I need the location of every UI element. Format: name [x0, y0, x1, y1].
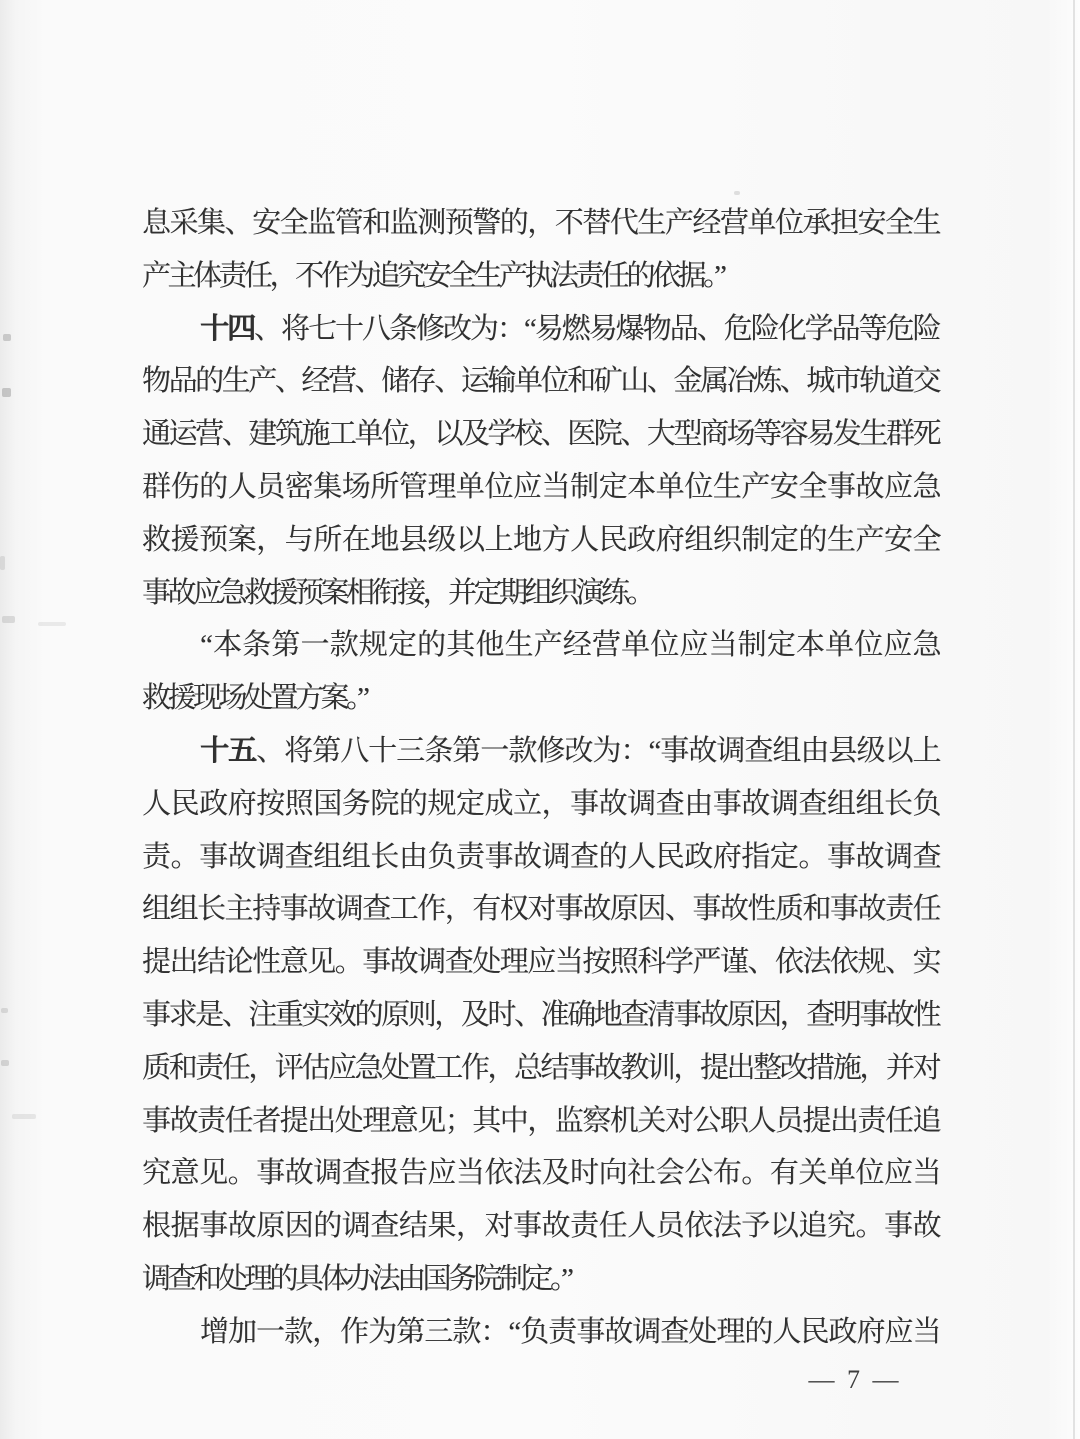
- scan-speck: [2, 616, 15, 623]
- text-line: 群伤的人员密集场所管理单位应当制定本单位生产安全事故应急: [142, 470, 938, 503]
- document-body: [142, 197, 938, 1359]
- scan-speck: [1, 1008, 8, 1013]
- text-line: 增加一款，作为第三款：“负责事故调查处理的人民政府应当: [200, 1315, 938, 1348]
- scan-speck: [3, 334, 11, 341]
- text-line: 通运营、建筑施工单位，以及学校、医院、大型商场等容易发生群死: [142, 418, 938, 451]
- text-line: 十五、将第八十三条第一款修改为：“事故调查组由县级以上: [200, 734, 938, 767]
- text-line: 根据事故原因的调查结果，对事故责任人员依法予以追究。事故: [142, 1210, 938, 1243]
- text-line: 十四、将七十八条修改为：“易燃易爆物品、危险化学品等危险: [200, 312, 938, 345]
- bold-ordinal: 十四: [200, 312, 254, 345]
- text-line: 产主体责任，不作为追究安全生产执法责任的依据。”: [142, 259, 724, 292]
- text-line: 调查和处理的具体办法由国务院制定。”: [142, 1262, 571, 1295]
- text-line: 责。事故调查组组长由负责事故调查的人民政府指定。事故调查: [142, 840, 938, 873]
- text-line: 究意见。事故调查报告应当依法及时向社会公布。有关单位应当: [142, 1157, 938, 1190]
- text-line: “本条第一款规定的其他生产经营单位应当制定本单位应急: [200, 629, 938, 662]
- scan-speck: [12, 1114, 36, 1119]
- scan-speck: [734, 191, 740, 195]
- text-line: 事故应急救援预案相衔接，并定期组织演练。: [142, 576, 653, 609]
- text-line: 组组长主持事故调查工作，有权对事故原因、事故性质和事故责任: [142, 893, 938, 926]
- text-line: 质和责任，评估应急处置工作，总结事故教训，提出整改措施，并对: [142, 1051, 938, 1084]
- text-line: 事故责任者提出处理意见；其中，监察机关对公职人员提出责任追: [142, 1104, 938, 1137]
- text-line: 人民政府按照国务院的规定成立，事故调查由事故调查组组长负: [142, 787, 938, 820]
- scan-speck: [38, 622, 66, 626]
- scan-edge-line: [1073, 0, 1075, 1439]
- scan-speck: [2, 388, 11, 397]
- text-line: 提出结论性意见。事故调查处理应当按照科学严谨、依法依规、实: [142, 946, 938, 979]
- text-line: 事求是、注重实效的原则，及时、准确地查清事故原因，查明事故性: [142, 998, 938, 1031]
- scan-speck: [0, 556, 5, 570]
- text-line: 救援现场处置方案。”: [142, 682, 367, 715]
- scan-speck: [1, 1060, 9, 1066]
- text-line: 物品的生产、经营、储存、运输单位和矿山、金属冶炼、城市轨道交: [142, 365, 938, 398]
- bold-ordinal: 十五: [200, 734, 257, 767]
- text-line: 息采集、安全监管和监测预警的，不替代生产经营单位承担安全生: [142, 207, 938, 239]
- text-line: 救援预案，与所在地县级以上地方人民政府组织制定的生产安全: [142, 523, 938, 556]
- page-number: — 7 —: [808, 1365, 902, 1394]
